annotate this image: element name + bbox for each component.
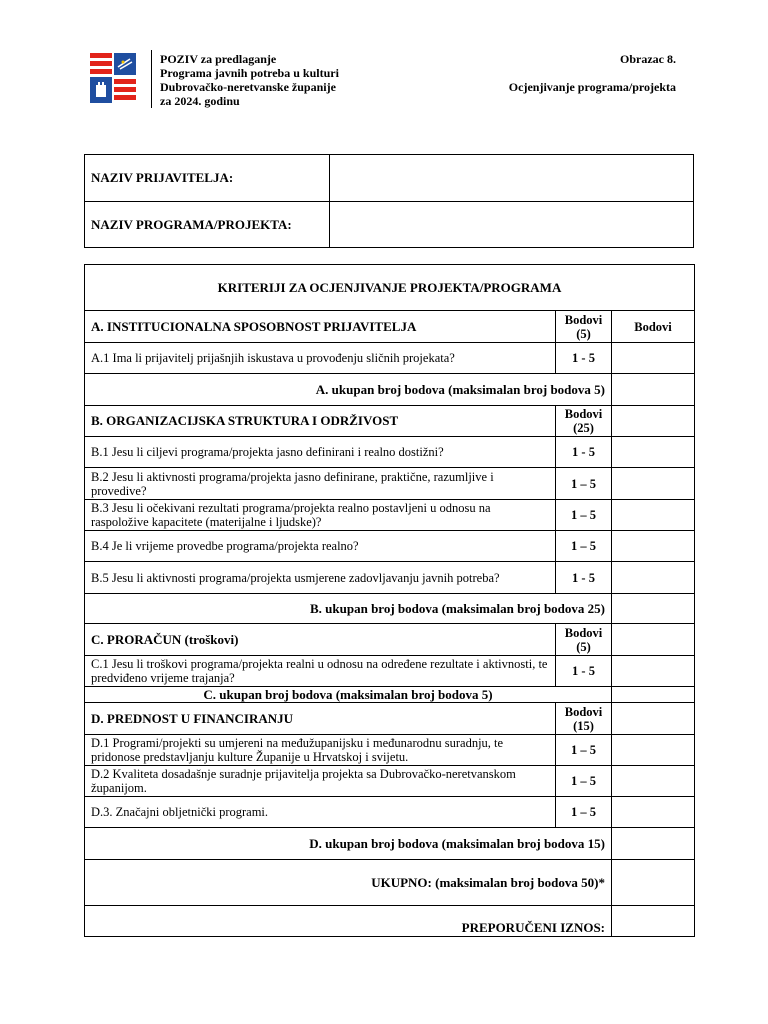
- criterion-text: B.5 Jesu li aktivnosti programa/projekta usmjerene zadovljavanju javnih potreba?: [85, 562, 556, 594]
- score-cell[interactable]: [612, 500, 695, 531]
- subtotal-score-cell[interactable]: [612, 828, 695, 860]
- subtotal-score-cell[interactable]: [612, 687, 695, 703]
- applicant-name-field[interactable]: [330, 155, 694, 202]
- section-header: [85, 624, 695, 656]
- criterion-text: C.1 Jesu li troškovi programa/projekta realni u odnosu na određene rezultate i aktivnosti, te predviđeno vrijeme trajanja?: [85, 656, 556, 687]
- section-heading: B. ORGANIZACIJSKA STRUKTURA I ODRŽIVOST: [85, 406, 556, 437]
- call-title: [160, 52, 339, 108]
- section-points-header: Bodovi (5): [556, 624, 612, 656]
- criterion-row: [85, 531, 695, 562]
- criterion-range: 1 - 5: [556, 437, 612, 468]
- criterion-text: D.3. Značajni obljetnički programi.: [85, 797, 556, 828]
- form-title: Ocjenjivanje programa/projekta: [508, 80, 676, 94]
- criterion-row: [85, 500, 695, 531]
- criterion-range: 1 – 5: [556, 468, 612, 500]
- header-divider: [151, 50, 152, 108]
- call-line-1: POZIV za predlaganje: [160, 52, 277, 66]
- criterion-row: [85, 562, 695, 594]
- criterion-text: B.4 Je li vrijeme provedbe programa/projekta realno?: [85, 531, 556, 562]
- score-cell[interactable]: [612, 735, 695, 766]
- section-header: [85, 311, 695, 343]
- section-heading: C. PRORAČUN (troškovi): [85, 624, 556, 656]
- criterion-range: 1 – 5: [556, 797, 612, 828]
- subtotal-row: [85, 687, 695, 703]
- score-cell[interactable]: [612, 468, 695, 500]
- subtotal-label: D. ukupan broj bodova (maksimalan broj bodova 15): [85, 828, 612, 860]
- criterion-range: 1 - 5: [556, 656, 612, 687]
- recommended-amount-label: PREPORUČENI IZNOS:: [85, 906, 612, 937]
- section-heading: A. INSTITUCIONALNA SPOSOBNOST PRIJAVITELJA: [85, 311, 556, 343]
- criterion-text: B.3 Jesu li očekivani rezultati programa/projekta realno postavljeni u odnosu na raspoložive kapacitete (materijalne i ljudske)?: [85, 500, 556, 531]
- score-cell[interactable]: [612, 766, 695, 797]
- score-cell[interactable]: [612, 656, 695, 687]
- criterion-row: [85, 437, 695, 468]
- score-column-header: Bodovi: [612, 311, 695, 343]
- criterion-text: D.1 Programi/projekti su umjereni na međužupanijsku i međunarodnu suradnju, te pridonose predstavljanju kulture Županije u Hrvatskoj i svijetu.: [85, 735, 556, 766]
- subtotal-row: [85, 594, 695, 624]
- criterion-row: [85, 797, 695, 828]
- criterion-range: 1 – 5: [556, 500, 612, 531]
- call-line-3: Dubrovačko-neretvanske županije: [160, 80, 336, 94]
- score-cell[interactable]: [612, 797, 695, 828]
- criterion-text: A.1 Ima li prijavitelj prijašnjih iskustava u provođenju sličnih projekata?: [85, 343, 556, 374]
- criteria-title: KRITERIJI ZA OCJENJIVANJE PROJEKTA/PROGRAMA: [85, 265, 695, 311]
- section-heading: D. PREDNOST U FINANCIRANJU: [85, 703, 556, 735]
- criterion-text: B.1 Jesu li ciljevi programa/projekta jasno definirani i realno dostižni?: [85, 437, 556, 468]
- form-number: Obrazac 8.: [620, 52, 676, 66]
- criterion-range: 1 – 5: [556, 766, 612, 797]
- subtotal-row: [85, 374, 695, 406]
- score-cell[interactable]: [612, 343, 695, 374]
- score-cell[interactable]: [612, 562, 695, 594]
- section-header: [85, 703, 695, 735]
- call-line-2: Programa javnih potreba u kulturi: [160, 66, 339, 80]
- criterion-row: [85, 468, 695, 500]
- subtotal-label: C. ukupan broj bodova (maksimalan broj bodova 5): [85, 687, 612, 703]
- recommended-amount-cell[interactable]: [612, 906, 695, 937]
- subtotal-label: B. ukupan broj bodova (maksimalan broj bodova 25): [85, 594, 612, 624]
- criterion-range: 1 - 5: [556, 343, 612, 374]
- section-points-header: Bodovi (5): [556, 311, 612, 343]
- subtotal-score-cell[interactable]: [612, 594, 695, 624]
- criterion-range: 1 - 5: [556, 562, 612, 594]
- score-cell[interactable]: [612, 437, 695, 468]
- criterion-row: [85, 656, 695, 687]
- applicant-info-table: [84, 154, 694, 248]
- total-row: [85, 860, 695, 906]
- criterion-text: B.2 Jesu li aktivnosti programa/projekta jasno definirane, praktične, razumljive i provedive?: [85, 468, 556, 500]
- section-header: [85, 406, 695, 437]
- criterion-text: D.2 Kvaliteta dosadašnje suradnje prijavitelja projekta sa Dubrovačko-neretvanskom županijom.: [85, 766, 556, 797]
- criterion-range: 1 – 5: [556, 531, 612, 562]
- criteria-table: [84, 264, 695, 937]
- score-cell[interactable]: [612, 531, 695, 562]
- score-cell[interactable]: [612, 703, 695, 735]
- section-points-header: Bodovi (25): [556, 406, 612, 437]
- subtotal-score-cell[interactable]: [612, 374, 695, 406]
- subtotal-label: A. ukupan broj bodova (maksimalan broj bodova 5): [85, 374, 612, 406]
- score-cell[interactable]: [612, 406, 695, 437]
- applicant-name-label: NAZIV PRIJAVITELJA:: [85, 155, 330, 202]
- criterion-row: [85, 766, 695, 797]
- criterion-range: 1 – 5: [556, 735, 612, 766]
- total-score-cell[interactable]: [612, 860, 695, 906]
- criterion-row: [85, 343, 695, 374]
- criterion-row: [85, 735, 695, 766]
- county-coat-of-arms-logo: [90, 53, 136, 103]
- recommended-amount-row: [85, 906, 695, 937]
- score-cell[interactable]: [612, 624, 695, 656]
- section-points-header: Bodovi (15): [556, 703, 612, 735]
- program-name-field[interactable]: [330, 202, 694, 248]
- form-header: [509, 52, 676, 94]
- total-label: UKUPNO: (maksimalan broj bodova 50)*: [85, 860, 612, 906]
- program-name-label: NAZIV PROGRAMA/PROJEKTA:: [85, 202, 330, 248]
- call-line-4: za 2024. godinu: [160, 94, 240, 108]
- subtotal-row: [85, 828, 695, 860]
